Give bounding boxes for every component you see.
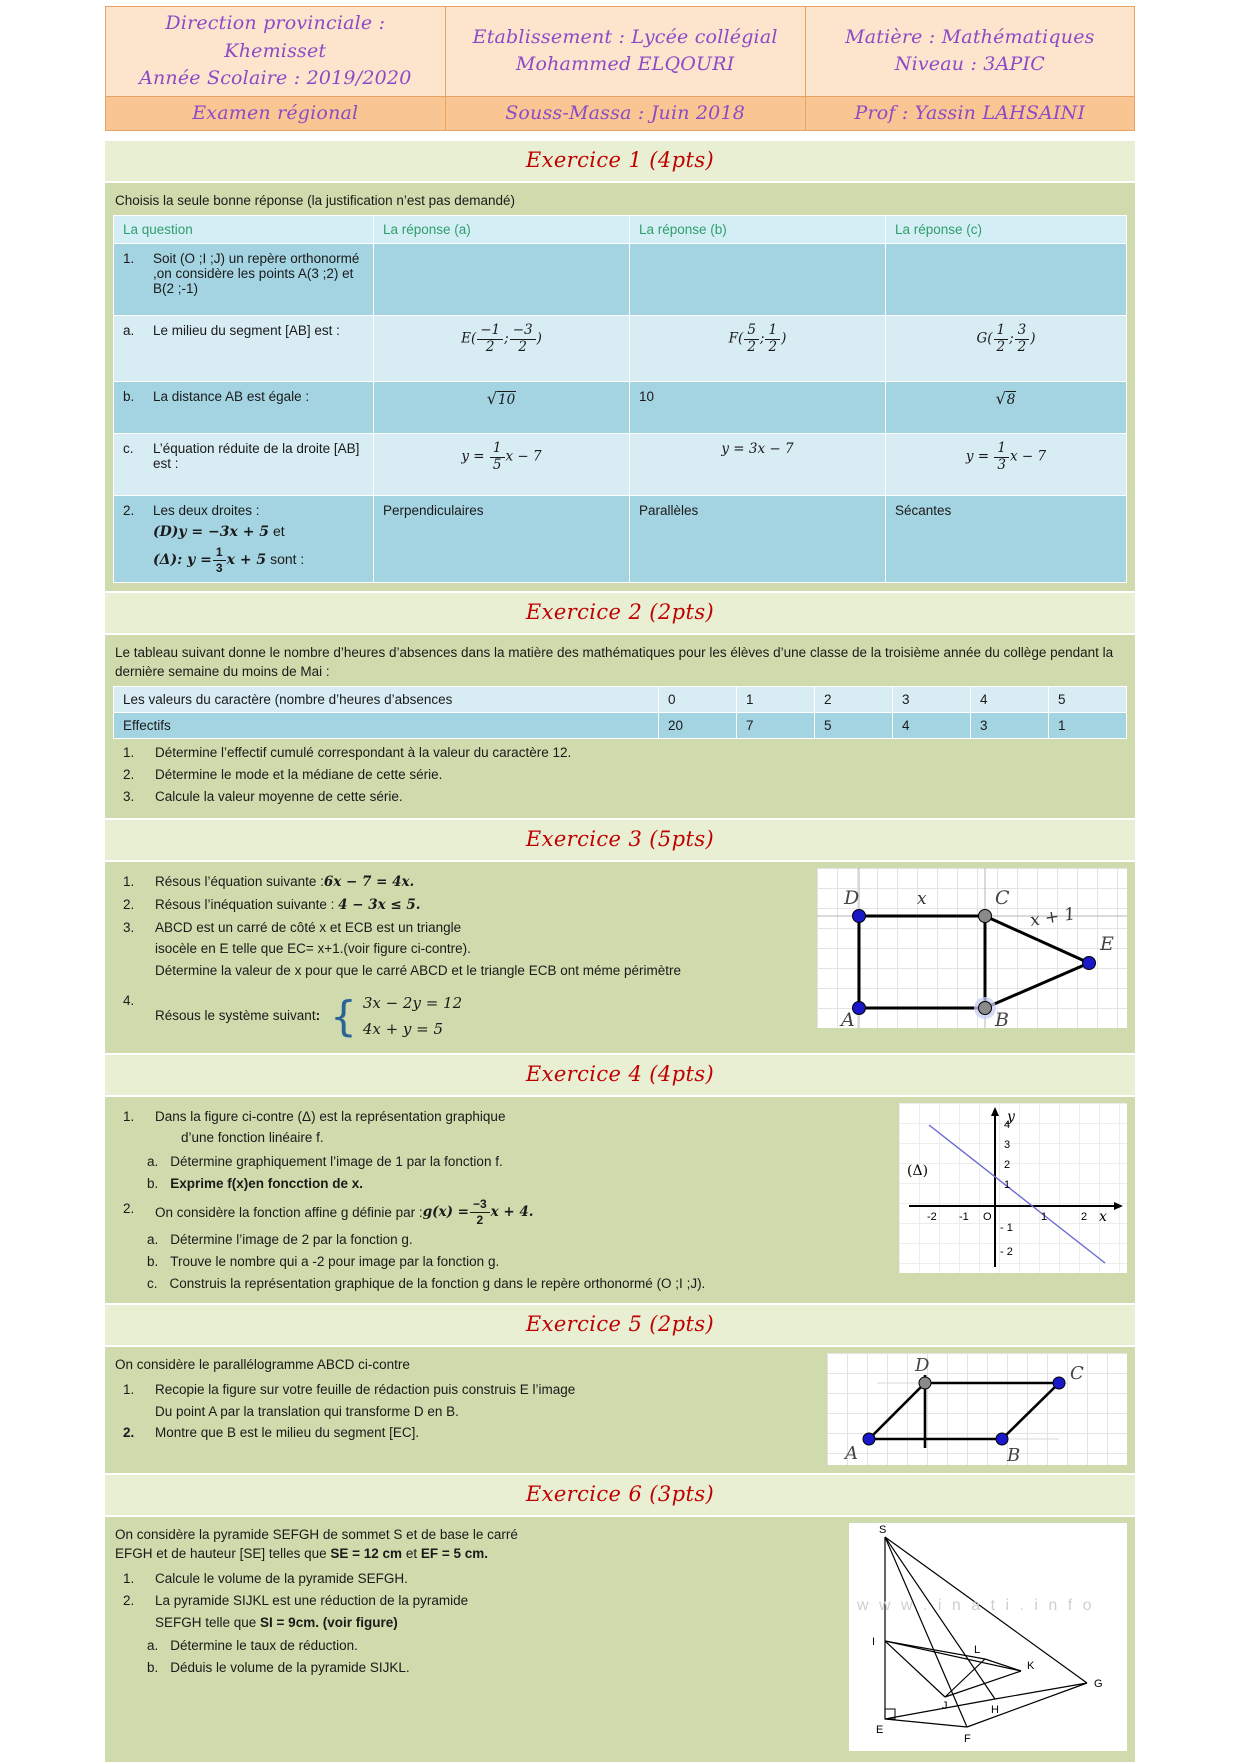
header-cell-region-date: Souss-Massa : Juin 2018 [445, 96, 805, 131]
item-line1: ABCD est un carré de côté x et ECB est un triangle [155, 919, 462, 935]
question-text: Soit (O ;I ;J) un repère orthonormé ,on considère les points A(3 ;2) et B(2 ;-1) [153, 251, 360, 297]
intro-line2 [115, 1546, 488, 1561]
list-item [113, 1273, 889, 1295]
label-C: C [995, 886, 1010, 909]
frac-num: −3 [470, 1198, 490, 1213]
answer-cell-b[interactable]: y = 3x − 7 [630, 434, 886, 496]
list-item [113, 1657, 839, 1679]
system-equation-1: 3x − 2y = 12 [362, 994, 463, 1013]
header-cell-professor: Prof : Yassin LAHSAINI [805, 96, 1134, 131]
line-d-suffix: et [272, 523, 285, 540]
count-cell: 4 [893, 713, 971, 739]
row-label-values: Les valeurs du caractère (nombre d’heures d’absences [114, 687, 659, 713]
label-A: A [841, 1008, 855, 1028]
label-side-x-plus-1: x + 1 [1028, 903, 1077, 931]
y-tick-neg2: - 2 [1000, 1245, 1013, 1258]
answer-cell-b[interactable]: F( $\frac{5}{2}$ ; $\frac{1}{2}$ ) [630, 316, 886, 382]
exercise-1-title: Exercice 1 (4pts) [525, 148, 715, 173]
value-cell: 4 [971, 687, 1049, 713]
frac-den: 2 [768, 338, 778, 355]
line-delta-suffix: sont : [270, 551, 305, 568]
table-row-values [114, 687, 1127, 713]
table-row [114, 244, 1127, 316]
answer-cell-a[interactable]: Perpendiculaires [374, 496, 630, 583]
item-text [155, 1379, 575, 1423]
label-B: B [1007, 1444, 1021, 1465]
item-marker: 2. [123, 1592, 135, 1608]
item-text: Calcule la valeur moyenne de cette série. [155, 788, 403, 804]
item-math-tail: x + 4. [490, 1203, 534, 1220]
list-item [113, 871, 807, 894]
item-colon: : [315, 1008, 321, 1024]
answer-cell-a[interactable] [374, 244, 630, 316]
item-label: Résous le système suivant [155, 1008, 316, 1024]
count-cell: 3 [971, 713, 1049, 739]
table-row [114, 316, 1127, 382]
item-marker: c. [147, 1275, 158, 1291]
item-marker: 1. [123, 1381, 135, 1397]
item-marker: a. [147, 1231, 159, 1247]
label-H: H [991, 1703, 999, 1716]
y-tick-neg1: - 1 [1000, 1221, 1013, 1234]
label-E: E [1100, 932, 1114, 955]
question-number: c. [123, 441, 134, 457]
answer-cell-a[interactable]: √10 [374, 382, 630, 434]
list-item [113, 990, 807, 1043]
answer-cell-b[interactable] [630, 244, 886, 316]
label-J: J [942, 1699, 948, 1712]
answer-cell-b[interactable]: 10 [630, 382, 886, 434]
frac-num: 1 [490, 441, 505, 458]
item-text: Détermine l’effectif cumulé correspondant à la valeur du caractère 12. [155, 745, 572, 761]
item-label: On considère la fonction affine g définie par : [155, 1204, 423, 1220]
square-triangle-diagram [817, 868, 1127, 1028]
point-label-g: G [976, 331, 988, 348]
list-item [113, 1173, 889, 1195]
frac-den: 3 [215, 560, 223, 575]
exercise-2-intro: Le tableau suivant donne le nombre d’heures d’absences dans la matière des mathématiques pour les élèves d’une classe de la troisième année du collège pendant la dernière semaine du moins de Mai : [115, 644, 1114, 680]
item-line2: Du point A par la translation qui transforme D en B. [155, 1403, 459, 1419]
exercise-4-body [105, 1097, 1135, 1303]
answer-cell-c[interactable]: G( $\frac{1}{2}$ ; $\frac{3}{2}$ ) [886, 316, 1127, 382]
label-G: G [1094, 1677, 1103, 1690]
count-cell: 5 [815, 713, 893, 739]
header-establishment-line1: Etablissement : Lycée collégial [472, 25, 778, 48]
frac-den: 2 [476, 1212, 484, 1227]
answer-cell-c[interactable] [886, 434, 1127, 496]
item-marker: a. [147, 1638, 159, 1654]
system-brace-group [330, 990, 462, 1043]
list-item [113, 1379, 817, 1423]
item-line2: d’une fonction linéaire f. [181, 1130, 324, 1146]
question-text: L’équation réduite de la droite [AB] est : [153, 441, 360, 472]
system-equation-2: 4x + y = 5 [362, 1020, 444, 1039]
label-E: E [876, 1723, 884, 1736]
answer-cell-a[interactable]: E( $\frac{-1}{2}$ ; $\frac{-3}{2}$ ) [374, 316, 630, 382]
origin-label: O [983, 1210, 992, 1223]
item-text [155, 1590, 468, 1634]
curve-label-delta: (Δ) [907, 1162, 929, 1179]
item-text: Détermine l’image de 2 par la fonction g. [170, 1231, 413, 1247]
question-number: 2. [123, 503, 135, 519]
header-direction-line2: Khemisset [224, 39, 327, 62]
exercise-1-intro: Choisis la seule bonne réponse (la justification n’est pas demandé) [115, 193, 515, 209]
exercise-3-title: Exercice 3 (5pts) [525, 826, 715, 851]
item-marker: b. [147, 1253, 159, 1269]
value-cell: 3 [893, 687, 971, 713]
intro-bold-se: SE = 12 cm [330, 1545, 403, 1561]
radicand: 8 [1006, 392, 1016, 409]
answer-cell-b[interactable]: Parallèles [630, 496, 886, 583]
list-item [113, 1151, 889, 1173]
label-A: A [845, 1442, 858, 1464]
exercise-1-band [105, 139, 1135, 183]
list-item [113, 1635, 839, 1657]
header-level-line: Niveau : 3APIC [894, 53, 1045, 76]
parallelogram-diagram [827, 1353, 1127, 1465]
exercise-6-intro [115, 1525, 839, 1563]
column-header-answer-c: La réponse (c) [886, 216, 1127, 244]
intro-prefix: EFGH et de hauteur [SE] telles que [115, 1545, 331, 1561]
item-text: Détermine le taux de réduction. [170, 1638, 358, 1654]
label-L: L [974, 1643, 981, 1656]
line-d-expr: (D)y = −3x + 5 [153, 524, 270, 541]
point-label-f: F [728, 331, 739, 348]
count-cell: 7 [737, 713, 815, 739]
count-cell: 1 [1049, 713, 1127, 739]
item-text: Exprime f(x)en foncction de x. [170, 1176, 364, 1192]
equation-lhs: y = [461, 449, 485, 466]
table-row [114, 434, 1127, 496]
item-text [155, 871, 414, 894]
exam-header-table [105, 6, 1135, 131]
frac-num: 5 [744, 323, 759, 340]
question-number: b. [123, 389, 135, 405]
exercise-5-text [113, 1353, 817, 1447]
exercise-4-text [113, 1103, 889, 1295]
exercise-4-title: Exercice 4 (4pts) [525, 1061, 715, 1086]
frac-den: 2 [747, 338, 756, 355]
exercise-6-band [105, 1473, 1135, 1517]
item-marker: 1. [123, 1108, 135, 1124]
question-cell-c [114, 434, 374, 496]
item-text [155, 894, 420, 917]
item-bold-si: SI = 9cm. [260, 1614, 319, 1630]
item-text [155, 1106, 505, 1150]
exercise-4-band [105, 1053, 1135, 1097]
item-label: Résous l’inéquation suivante : [155, 896, 339, 912]
frac-num: 1 [994, 323, 1009, 340]
item-marker: 3. [123, 919, 135, 935]
item-math: 4 − 3x ≤ 5. [338, 896, 421, 913]
item-marker: 2. [123, 767, 135, 783]
label-I: I [872, 1635, 876, 1648]
question-cell-b [114, 382, 374, 434]
exercise-3-figure [817, 868, 1127, 1028]
line-d-equation [153, 518, 364, 546]
question-cell-a [114, 316, 374, 382]
x-tick-neg1: -1 [959, 1210, 969, 1223]
exercise-3-text [113, 868, 807, 1045]
item-marker: 1. [123, 745, 135, 761]
item-text: Détermine graphiquement l’image de 1 par la fonction f. [170, 1154, 503, 1170]
label-C: C [1070, 1362, 1084, 1384]
header-cell-establishment [445, 7, 805, 97]
intro-bold-ef: EF = 5 cm. [420, 1545, 488, 1561]
label-K: K [1027, 1659, 1035, 1672]
frac-num: 1 [765, 323, 780, 340]
statistics-table [113, 686, 1127, 739]
value-cell: 2 [815, 687, 893, 713]
pyramid-diagram [849, 1523, 1127, 1751]
list-item [113, 764, 1127, 786]
exercise-2-title: Exercice 2 (2pts) [525, 599, 715, 624]
item-math: 6x − 7 = 4x. [323, 873, 415, 890]
item-line3: Détermine la valeur de x pour que le carré ABCD et le triangle ECB ont méme périmètre [155, 963, 681, 979]
item-marker: 2. [123, 896, 135, 912]
frac-num: −3 [510, 323, 536, 340]
list-item [113, 786, 1127, 808]
item-text: Déduis le volume de la pyramide SIJKL. [170, 1660, 410, 1676]
item-marker: 2. [123, 1201, 135, 1217]
intro-line1: On considère la pyramide SEFGH de sommet S et de base le carré [115, 1526, 518, 1542]
question-text: La distance AB est égale : [153, 389, 310, 405]
x-tick-neg2: -2 [927, 1210, 937, 1223]
frac-num: 1 [213, 546, 226, 561]
exercise-6-body [105, 1517, 1135, 1762]
equation-tail: x − 7 [1010, 449, 1047, 466]
exercise-3-band [105, 818, 1135, 862]
question-text: Les deux droites : [153, 503, 260, 519]
item-marker: b. [147, 1176, 159, 1192]
table-row [114, 382, 1127, 434]
item-text [155, 1198, 534, 1227]
label-S: S [879, 1523, 887, 1536]
list-item [113, 1198, 889, 1227]
item-text: Détermine le mode et la médiane de cette série. [155, 767, 443, 783]
exam-sheet [105, 139, 1135, 1761]
item-marker: a. [147, 1154, 159, 1170]
exercise-5-band [105, 1303, 1135, 1347]
item-prefix: SEFGH telle que [155, 1614, 261, 1630]
header-subject-line: Matière : Mathématiques [845, 25, 1095, 48]
column-header-answer-b: La réponse (b) [630, 216, 886, 244]
item-label: Résous l’équation suivante : [155, 873, 324, 889]
brace-icon: { [330, 991, 357, 1041]
list-item [113, 1568, 839, 1590]
equation-lhs: y = [965, 449, 990, 466]
header-establishment-line2: Mohammed ELQOURI [515, 53, 735, 76]
list-item [113, 894, 807, 917]
exercise-2-band [105, 591, 1135, 635]
question-number: a. [123, 323, 135, 339]
system-equations [363, 990, 462, 1043]
linear-function-graph [899, 1103, 1127, 1273]
question-cell-1 [114, 244, 374, 316]
item-line2: isocèle en E telle que EC= x+1.(voir figure ci-contre). [155, 941, 471, 957]
item-marker: b. [147, 1660, 159, 1676]
axis-label-y: y [1007, 1108, 1015, 1125]
frac-den: 2 [996, 338, 1006, 355]
answer-cell-a[interactable] [374, 434, 630, 496]
item-text: Trouve le nombre qui a -2 pour image par la fonction g. [170, 1253, 500, 1269]
question-text: Le milieu du segment [AB] est : [153, 323, 340, 339]
item-line1: Recopie la figure sur votre feuille de rédaction puis construis E l’image [155, 1381, 576, 1397]
exercise-3-body [105, 862, 1135, 1053]
table-row [114, 496, 1127, 583]
value-cell: 0 [659, 687, 737, 713]
label-B: B [995, 1008, 1009, 1028]
equation-tail: x − 7 [505, 449, 542, 466]
y-tick-1: 1 [1004, 1178, 1011, 1191]
point-label-e: E [461, 331, 471, 348]
list-item [113, 1422, 817, 1444]
frac-num: 3 [1015, 323, 1030, 340]
list-item [113, 1590, 839, 1634]
label-side-x: x [917, 888, 927, 909]
exercise-4-figure [899, 1103, 1127, 1273]
line-delta-prefix: (Δ): y = [153, 552, 212, 569]
value-cell: 1 [737, 687, 815, 713]
column-header-question: La question [114, 216, 374, 244]
exercise-2-body [105, 635, 1135, 818]
exercise-6-text [113, 1523, 839, 1680]
item-text: Calcule le volume de la pyramide SEFGH. [155, 1570, 408, 1586]
axis-label-x: x [1099, 1208, 1107, 1225]
exercise-5-title: Exercice 5 (2pts) [525, 1311, 715, 1336]
exercise-5-figure [827, 1353, 1127, 1465]
exercise-5-intro: On considère le parallélogramme ABCD ci-contre [115, 1356, 410, 1372]
item-text [155, 917, 681, 983]
item-marker: 3. [123, 788, 135, 804]
count-cell: 20 [659, 713, 737, 739]
line-delta-mid: x + 5 [226, 552, 267, 569]
item-bold-voir: (voir figure) [322, 1614, 398, 1630]
frac-num: 1 [994, 441, 1009, 458]
item-line1: La pyramide SIJKL est une réduction de la pyramide [155, 1592, 469, 1608]
label-F: F [964, 1732, 971, 1745]
watermark-text: w w w . i n a t i . i n f o [857, 1596, 1095, 1614]
label-D: D [915, 1354, 930, 1376]
table-header-row [114, 216, 1127, 244]
value-cell: 5 [1049, 687, 1127, 713]
item-marker: 1. [123, 873, 135, 889]
exercise-2-questions [113, 742, 1127, 808]
item-text: Montre que B est le milieu du segment [EC]. [155, 1425, 420, 1441]
header-cell-direction [106, 7, 446, 97]
frac-den: 2 [518, 338, 527, 355]
exercise-1-body [105, 183, 1135, 591]
y-tick-3: 3 [1004, 1138, 1011, 1151]
frac-den: 3 [997, 456, 1006, 473]
list-item [113, 917, 807, 983]
radicand: 10 [498, 392, 516, 409]
item-text [155, 990, 462, 1043]
item-marker: 4. [123, 993, 135, 1009]
header-direction-line1: Direction provinciale : [165, 12, 386, 34]
row-label-counts: Effectifs [114, 713, 659, 739]
list-item [113, 742, 1127, 764]
question-number: 1. [123, 251, 135, 267]
exercise-5-body [105, 1347, 1135, 1473]
item-text: Construis la représentation graphique de la fonction g dans le repère orthonormé (O ;I ;J). [169, 1275, 706, 1291]
x-tick-1: 1 [1041, 1210, 1048, 1223]
frac-den: 2 [1017, 338, 1027, 355]
exercise-6-figure [849, 1523, 1127, 1751]
header-direction-line3: Année Scolaire : 2019/2020 [139, 67, 412, 90]
frac-den: 2 [485, 338, 495, 355]
question-cell-2 [114, 496, 374, 583]
item-math-prefix: g(x) = [422, 1203, 469, 1220]
y-tick-4: 4 [1004, 1118, 1011, 1131]
label-D: D [844, 886, 860, 909]
item-marker: 1. [123, 1570, 135, 1586]
list-item [113, 1251, 889, 1273]
column-header-answer-a: La réponse (a) [374, 216, 630, 244]
answer-cell-c[interactable] [886, 244, 1127, 316]
item-marker: 2. [123, 1425, 135, 1441]
frac-num: −1 [477, 323, 503, 340]
frac-den: 5 [492, 456, 502, 473]
list-item [113, 1106, 889, 1150]
table-row-counts [114, 713, 1127, 739]
header-cell-subject [805, 7, 1134, 97]
y-tick-2: 2 [1004, 1158, 1011, 1171]
header-cell-exam-type: Examen régional [106, 96, 446, 131]
list-item [113, 1229, 889, 1251]
answer-cell-c[interactable]: Sécantes [886, 496, 1127, 583]
x-tick-2: 2 [1081, 1210, 1088, 1223]
exercise-1-table [113, 215, 1127, 583]
intro-mid: et [402, 1545, 421, 1561]
item-line2 [155, 1615, 398, 1630]
item-line1: Dans la figure ci-contre (Δ) est la représentation graphique [155, 1108, 506, 1124]
line-delta-equation [153, 546, 364, 575]
answer-cell-c[interactable]: √8 [886, 382, 1127, 434]
exercise-6-title: Exercice 6 (3pts) [525, 1481, 715, 1506]
